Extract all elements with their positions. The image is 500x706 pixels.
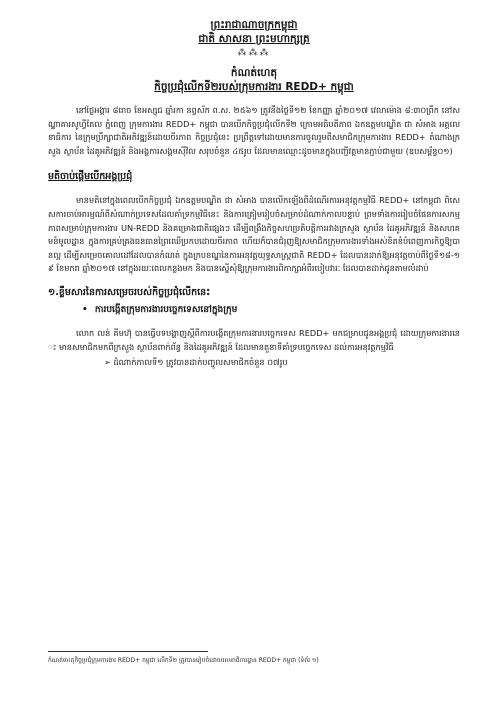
kingdom-line: ព្រះរាជាណាចក្រកម្ពុជា	[210, 19, 298, 31]
section-1-heading: ១.ខ្លឹមសារនៃការសម្រេចរបស់កិច្ចប្រជុំលើកនេះ	[48, 286, 211, 298]
title-line-2: កិច្ចប្រជុំលើកទី២របស់ក្រុមការងារ REDD+ កម្ពុជា	[154, 81, 354, 93]
document-header	[48, 18, 460, 46]
section-opening-remarks: មតិចាប់ផ្តើមបើកអង្គប្រជុំ	[48, 171, 133, 183]
arrow-icon: ➢	[104, 357, 114, 368]
footnote-divider	[48, 651, 208, 652]
arrow-item-text: ដំណាក់កាលទី១ ត្រូវបានដាក់បញ្ចូលសមាជិកចំនួន ០៧រូប	[113, 357, 288, 368]
bullet-item	[48, 304, 460, 317]
opening-remarks-paragraph: មានមតិនៅក្នុងពេលបើកកិច្ចប្រជុំ ឯកឧត្តមបណ្ឌិត ជា សំអាង បានលើកឡើងពីដំណើរការអនុវត្តកម្មវិធី REDD+ នៅកម្ពុជា ពិសេសការចាប់អារម្មណ៍ពីសំណាក់ប្រទេសដែលគាំទ្រកម្មវិធីនេះ និងការត្រៀមរៀបចំសម្រាប់ដំណាក់កាលបន្ទាប់ ព្រមទាំងការរៀបចំផែនការសកម្មភាពសម្រាប់ក្រុមការងារ UN-REDD និងគម្រោងជាតិផ្សេងៗ ដើម្បីពង្រឹងកិច្ចសហប្រតិបត្តិការរវាងក្រសួង ស្ថាប័ន ដៃគូអភិវឌ្ឍន៍ និងសហគមន៍មូលដ្ឋាន ក្នុងការគ្រប់គ្រងធនធានព្រៃឈើប្រកបដោយចីរភាព ហើយក៏បានជំរុញឱ្យសមាជិកក្រុមការងារទាំងអស់ខិតខំបំពេញភារកិច្ចឱ្យបានល្អ ដើម្បីសម្រេចគោលដៅដែលបានកំណត់ ក្នុងក្របខណ្ឌនៃការអនុវត្តយុទ្ធសាស្ត្រជាតិ REDD+ ដែលបានដាក់ឱ្យអនុវត្តចាប់ពីថ្ងៃទី១៨-១៩ ខែមករា ឆ្នាំ២០១៧ នៅក្នុងរយៈពេលកន្លងមក និងបានស្នើសុំឱ្យក្រុមការងារពិភាក្សាអំពីរបៀបវារៈ ដែលបានដាក់ជូនតាមលំដាប់	[48, 195, 460, 274]
footnote: កំណត់ហេតុកិច្ចប្រជុំក្រុមការងារ REDD+ កម្ពុជា លើកទី២ ត្រូវបានរៀបចំដោយលេខាធិការដ្ឋាន REDD+ កម្ពុជា (ទំព័រ ១)	[48, 657, 319, 664]
bullet-icon: •	[82, 304, 88, 315]
bullet-text: ការបង្កើតក្រុមការងារបច្ចេកទេសនៅក្នុងក្រុម	[94, 304, 238, 315]
arrow-item	[48, 356, 460, 370]
technical-group-paragraph: លោក លន់ គីមហ៊ុ បានធ្វើបទបង្ហាញស្តីពីការបង្កើតក្រុមការងារបច្ចេកទេស REDD+ មកជម្រាបជូនអង្គប្រជុំ ដោយក្រុមការងារនេះ មានសមាជិកមកពីក្រសួង ស្ថាប័នពាក់ព័ន្ធ និងដៃគូអភិវឌ្ឍន៍ ដែលមានតួនាទីគាំទ្របច្ចេកទេស ដល់ការអនុវត្តកម្មវិធី	[48, 327, 460, 352]
header-ornament: ⁂⁂⁂	[237, 48, 271, 58]
motto-line: ជាតិ សាសនា ព្រះមហាក្សត្រ	[198, 33, 310, 45]
intro-paragraph: នៅថ្ងៃអង្គារ ៨រោច ខែអស្សុជ ឆ្នាំរកា នព្វស័ក ព.ស. ២៥៦១ ត្រូវនឹងថ្ងៃទី១២ ខែកញ្ញា ឆ្នាំ២០១៧ វេលាម៉ោង ៨:៣០ព្រឹក នៅសណ្ឋាគារសូហ្វីតែល ភ្នំពេញ ក្រុមការងារ REDD+ កម្ពុជា បានបើកកិច្ចប្រជុំលើកទី២ ក្រោមអធិបតីភាព ឯកឧត្តមបណ្ឌិត ជា សំអាង អគ្គលេខាធិការ នៃក្រុមប្រឹក្សាជាតិអភិវឌ្ឍន៍ដោយចីរភាព កិច្ចប្រជុំនេះ ប្រព្រឹត្តទៅដោយមានការចូលរួមពីសមាជិកក្រុមការងារ REDD+ តំណាងក្រសួង ស្ថាប័ន ដៃគូអភិវឌ្ឍន៍ និងអង្គការសង្គមស៊ីវិល សរុបចំនួន ៤៥រូប ដែលមានឈ្មោះដូចមានក្នុងបញ្ជីវត្តមានភ្ជាប់ជាមួយ (ឧបសម្ព័ន្ធ០១)	[48, 105, 460, 156]
document-title	[48, 66, 460, 94]
title-line-1: កំណត់ហេតុ	[230, 67, 278, 79]
